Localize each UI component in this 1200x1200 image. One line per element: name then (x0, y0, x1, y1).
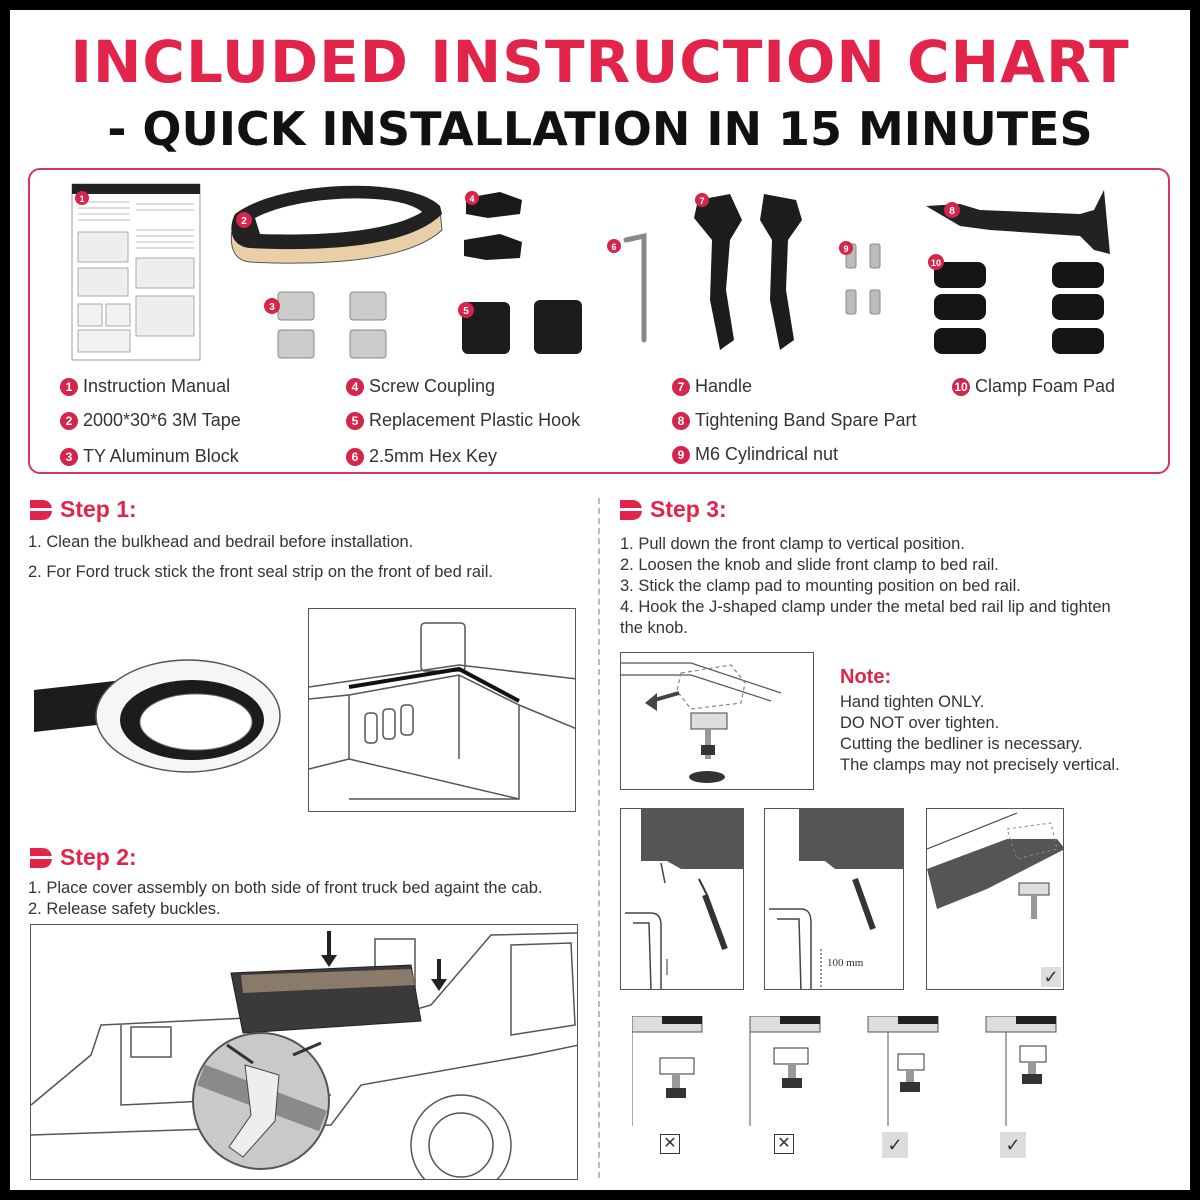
legend-label: Tightening Band Spare Part (695, 410, 917, 430)
legend-number: 5 (346, 412, 364, 430)
svg-text:1: 1 (79, 194, 85, 204)
legend-item (672, 376, 752, 397)
step2-title: Step 2: (60, 844, 137, 870)
bedliner-frame (620, 808, 744, 990)
step3-heading (618, 496, 727, 523)
step2-heading (28, 844, 137, 871)
legend-label: M6 Cylindrical nut (695, 444, 839, 464)
legend-item (346, 410, 580, 431)
step1-line: 1. Clean the bulkhead and bedrail before installation. (28, 533, 414, 551)
legend-item (60, 446, 239, 467)
step3-line: 4. Hook the J-shaped clamp under the metal bed rail lip and tighten (620, 598, 1111, 616)
step3-line: the knob. (620, 619, 688, 637)
step2-line: 2. Release safety buckles. (28, 900, 221, 918)
step3-title: Step 3: (650, 496, 727, 522)
measurement-label: 100 mm (827, 957, 864, 969)
aluminum-block-image (278, 292, 386, 358)
legend-label: Instruction Manual (83, 376, 231, 396)
legend-label: 2000*30*6 3M Tape (83, 410, 241, 430)
svg-text:4: 4 (469, 194, 475, 204)
check-mark-icon: ✓ (882, 1132, 908, 1158)
instruction-chart-page (10, 10, 1190, 1190)
legend-label: 2.5mm Hex Key (369, 446, 498, 466)
note-line: Cutting the bedliner is necessary. (840, 735, 1083, 753)
step1-title: Step 1: (60, 496, 137, 522)
clamp-position-wrong-2 (750, 1016, 820, 1126)
step3-line: 3. Stick the clamp pad to mounting position on bed rail. (620, 577, 1021, 595)
column-divider (598, 498, 600, 1178)
foam-pad-image (934, 262, 1104, 354)
legend-item (672, 410, 916, 431)
step3-clamp-slide-illustration (620, 652, 814, 790)
legend-item (346, 446, 497, 467)
step1-line: 2. For Ford truck stick the front seal strip on the front of bed rail. (28, 563, 493, 581)
step1-heading (28, 496, 137, 523)
clamp-position-correct-1 (868, 1016, 938, 1126)
seal-strip-roll-image (28, 650, 288, 780)
hex-key-image (607, 236, 644, 340)
step2-line: 1. Place cover assembly on both side of front truck bed againt the cab. (28, 879, 543, 897)
note-title: Note: (840, 666, 892, 688)
svg-text:5: 5 (463, 306, 469, 317)
legend-item (952, 376, 1115, 397)
legend-item (346, 376, 495, 397)
svg-text:10: 10 (930, 258, 942, 268)
cross-mark-icon: ✕ (774, 1134, 794, 1154)
cross-mark-icon: ✕ (660, 1134, 680, 1154)
step3-line: 2. Loosen the knob and slide front clamp to bed rail. (620, 556, 999, 574)
check-mark-icon: ✓ (1041, 967, 1061, 987)
legend-item (60, 410, 241, 431)
legend-label: Clamp Foam Pad (975, 376, 1116, 396)
svg-text:6: 6 (611, 242, 617, 252)
step3-line: 1. Pull down the front clamp to vertical position. (620, 535, 965, 553)
legend-number: 7 (672, 378, 690, 396)
legend-number: 10 (952, 378, 970, 396)
note-line: The clamps may not precisely vertical. (840, 756, 1120, 774)
legend-number: 8 (672, 412, 690, 430)
svg-text:8: 8 (949, 206, 955, 217)
page-subtitle: - QUICK INSTALLATION IN 15 MINUTES (107, 102, 1093, 156)
handle-image (694, 194, 802, 350)
legend-label: Screw Coupling (369, 376, 496, 396)
check-mark-icon: ✓ (1000, 1132, 1026, 1158)
legend-item (60, 376, 230, 397)
note-line: DO NOT over tighten. (840, 714, 1000, 732)
step-flag-icon (28, 498, 54, 522)
svg-text:2: 2 (241, 216, 247, 227)
clamp-position-correct-2 (986, 1016, 1056, 1126)
svg-text:9: 9 (843, 244, 849, 254)
legend-label: Replacement Plastic Hook (369, 410, 581, 430)
svg-text:3: 3 (269, 302, 275, 313)
cylindrical-nut-image (846, 244, 880, 314)
legend-number: 6 (346, 448, 364, 466)
legend-label: Handle (695, 376, 753, 396)
legend-label: TY Aluminum Block (83, 446, 239, 466)
tape-roll-image (231, 186, 442, 263)
bedliner-frame (764, 808, 904, 990)
page-title: INCLUDED INSTRUCTION CHART (70, 28, 1130, 96)
tightening-band-image (926, 190, 1110, 254)
bedliner-frame (926, 808, 1064, 990)
legend-number: 4 (346, 378, 364, 396)
clamp-position-wrong-1 (632, 1016, 702, 1126)
note-line: Hand tighten ONLY. (840, 693, 985, 711)
step1-truck-bed-illustration (308, 608, 576, 812)
included-parts-panel (28, 168, 1170, 474)
step2-truck-cover-illustration (30, 924, 578, 1180)
legend-item (672, 444, 838, 465)
instruction-manual-image (72, 184, 200, 360)
step-flag-icon (28, 846, 54, 870)
clamp-positions-illustration (632, 1016, 1082, 1126)
legend-number: 1 (60, 378, 78, 396)
legend-number: 3 (60, 448, 78, 466)
svg-text:7: 7 (699, 196, 705, 206)
plastic-hook-image (462, 300, 582, 354)
legend-number: 9 (672, 446, 690, 464)
legend-number: 2 (60, 412, 78, 430)
step-flag-icon (618, 498, 644, 522)
